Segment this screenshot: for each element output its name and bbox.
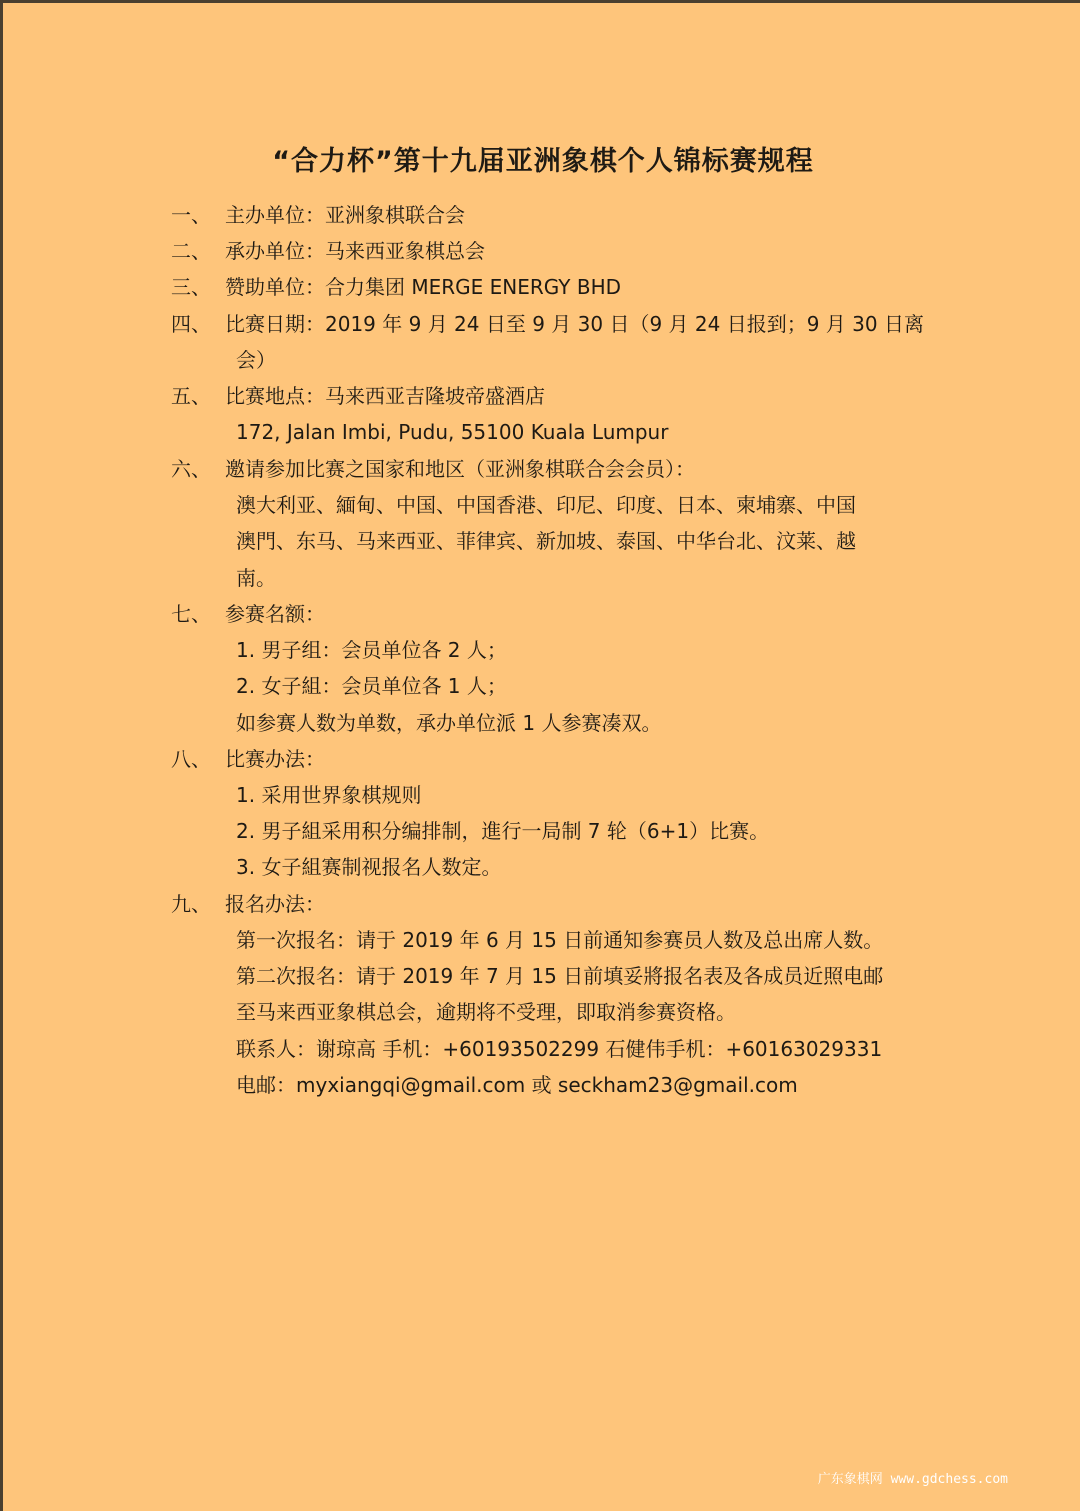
section-text: 比赛办法： — [225, 747, 325, 771]
section-6-line: 南。 — [236, 566, 276, 590]
section-text: 比赛地点：马来西亚吉隆坡帝盛酒店 — [225, 384, 545, 408]
section-5-address: 172, Jalan Imbi, Pudu, 55100 Kuala Lumpur — [236, 420, 669, 444]
section-5: 五、 比赛地点：马来西亚吉隆坡帝盛酒店 — [171, 384, 545, 408]
section-8: 八、 比赛办法： — [171, 747, 325, 771]
section-4: 四、 比赛日期：2019 年 9 月 24 日至 9 月 30 日（9 月 24 日报到；9 月 30 日离 — [171, 312, 924, 336]
section-9-line: 第一次报名：请于 2019 年 6 月 15 日前通知参赛员人数及总出席人数。 — [236, 928, 884, 952]
section-text: 邀请参加比赛之国家和地区（亚洲象棋联合会会员）： — [225, 457, 695, 481]
section-3: 三、 赞助单位：合力集团 MERGE ENERGY BHD — [171, 275, 622, 299]
section-8-line: 3. 女子組赛制视报名人数定。 — [236, 855, 502, 879]
section-7-line: 如参赛人数为单数，承办单位派 1 人参赛凑双。 — [236, 711, 662, 735]
watermark: 广东象棋网 www.gdchess.com — [817, 1472, 1008, 1487]
section-text: 主办单位：亚洲象棋联合会 — [225, 203, 465, 227]
section-6-line: 澳大利亚、緬甸、中国、中国香港、印尼、印度、日本、柬埔寨、中国 — [236, 493, 856, 517]
section-2: 二、 承办单位：马来西亚象棋总会 — [171, 239, 485, 263]
section-text: 赞助单位：合力集团 MERGE ENERGY BHD — [225, 275, 622, 299]
section-text: 比赛日期：2019 年 9 月 24 日至 9 月 30 日（9 月 24 日报到；9 月 30 日离 — [225, 312, 924, 336]
section-9-line: 第二次报名：请于 2019 年 7 月 15 日前填妥將报名表及各成员近照电邮 — [236, 964, 884, 988]
section-9-contact: 联系人：谢琼高 手机：+60193502299 石健伟手机：+60163029331 — [236, 1037, 883, 1061]
section-text: 参赛名额： — [225, 602, 325, 626]
section-8-line: 1. 采用世界象棋规则 — [236, 783, 422, 807]
section-9-line: 至马来西亚象棋总会，逾期将不受理，即取消参赛资格。 — [236, 1000, 736, 1024]
section-7-line: 2. 女子組：会员单位各 1 人； — [236, 674, 507, 698]
section-4-continuation: 会） — [236, 348, 276, 372]
section-6: 六、 邀请参加比赛之国家和地区（亚洲象棋联合会会员）： — [171, 457, 695, 481]
section-7-line: 1. 男子组：会员单位各 2 人； — [236, 638, 507, 662]
section-9-email: 电邮：myxiangqi@gmail.com 或 seckham23@gmail.com — [236, 1073, 798, 1097]
section-8-line: 2. 男子組采用积分编排制，進行一局制 7 轮（6+1）比赛。 — [236, 819, 770, 843]
section-9: 九、 报名办法： — [171, 892, 325, 916]
section-7: 七、 参赛名额： — [171, 602, 325, 626]
section-text: 报名办法： — [225, 892, 325, 916]
section-text: 承办单位：马来西亚象棋总会 — [225, 239, 485, 263]
document-title: “合力杯”第十九届亚洲象棋个人锦标赛规程 — [272, 146, 814, 177]
section-1: 一、 主办单位：亚洲象棋联合会 — [171, 203, 465, 227]
section-6-line: 澳門、东马、马来西亚、菲律宾、新加坡、泰国、中华台北、汶莱、越 — [236, 529, 856, 553]
